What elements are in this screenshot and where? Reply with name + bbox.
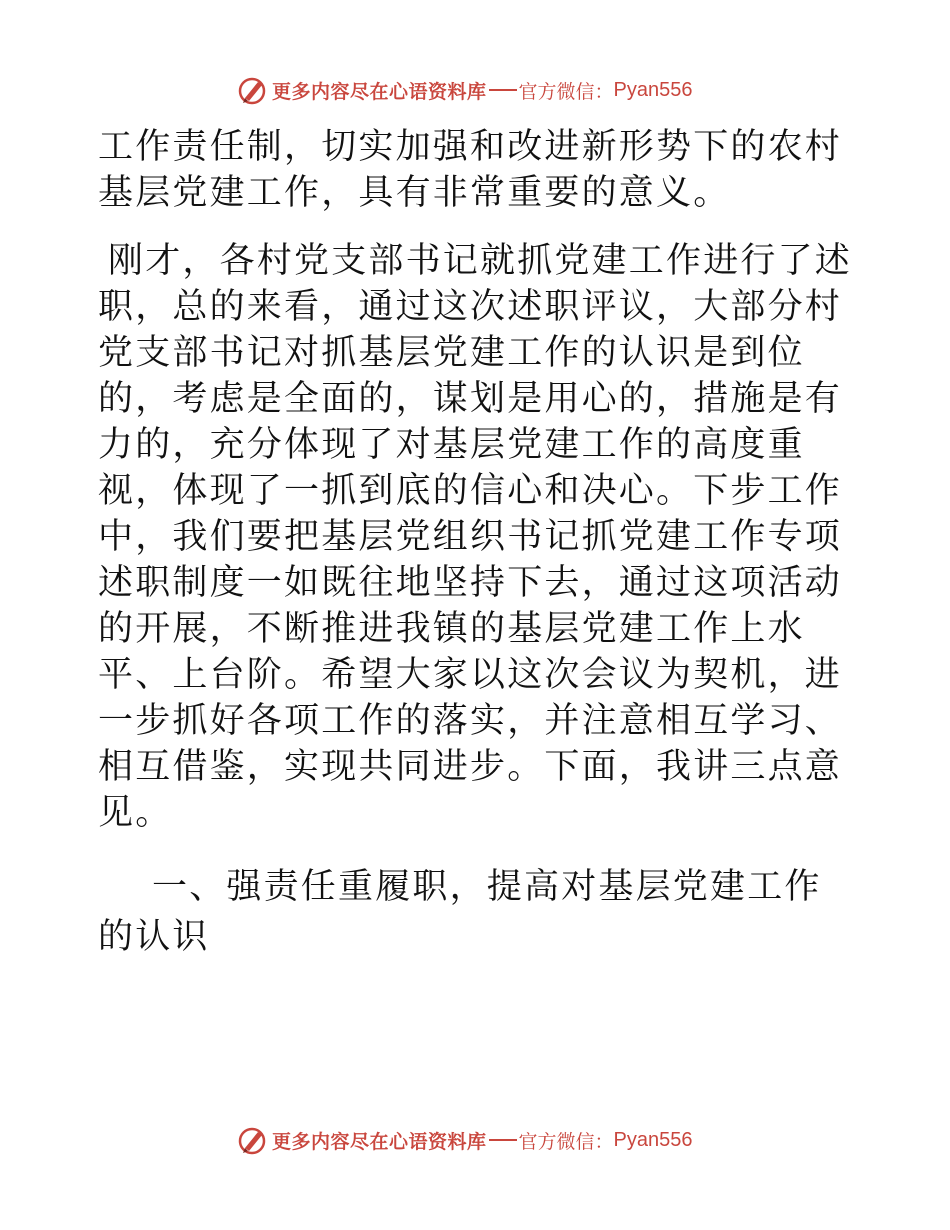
- paragraph-2: [98, 238, 858, 836]
- pen-logo-icon: [236, 74, 268, 106]
- section-heading-1: 一、强责任重履职，提高对基层党建工作的认识: [98, 867, 822, 957]
- paragraph-2-first-line: 刚才，各村党支部书记就抓党建工作进行了述: [108, 241, 853, 281]
- header-banner: [236, 72, 693, 108]
- banner-subtitle: 官方微信：: [518, 1130, 614, 1153]
- paragraph-2-rest: 职，总的来看，通过这次述职评议，大部分村党支部书记对抓基层党建工作的认识是到位的，考虑是全面的，谋划是用心的，措施是有力的，充分体现了对基层党建工作的高度重视，体现了一抓到底的信心和决心。下步工作中，我们要把基层党组织书记抓党建工作专项述职制度一如既往地坚持下去，通过这项活动的开展，不断推进我镇的基层党建工作上水平、上台阶。希望大家以这次会议为契机，进一步抓好各项工作的落实，并注意相互学习、相互借鉴，实现共同进步。下面，我讲三点意见。: [98, 287, 843, 833]
- banner-dash: [489, 1139, 517, 1141]
- banner-text: 更多内容尽在心语资料库: [272, 80, 487, 103]
- pen-logo-icon: [236, 1124, 268, 1156]
- document-body: [98, 124, 858, 962]
- paragraph-1: 工作责任制，切实加强和改进新形势下的农村基层党建工作，具有非常重要的意义。: [98, 127, 843, 213]
- banner-text: 更多内容尽在心语资料库: [272, 1130, 487, 1153]
- banner-subtitle: 官方微信：: [518, 80, 614, 103]
- banner-wechat-id: Pyan556: [613, 1128, 693, 1151]
- banner-wechat-id: Pyan556: [613, 78, 693, 101]
- banner-dash: [489, 89, 517, 91]
- footer-banner: [236, 1122, 693, 1158]
